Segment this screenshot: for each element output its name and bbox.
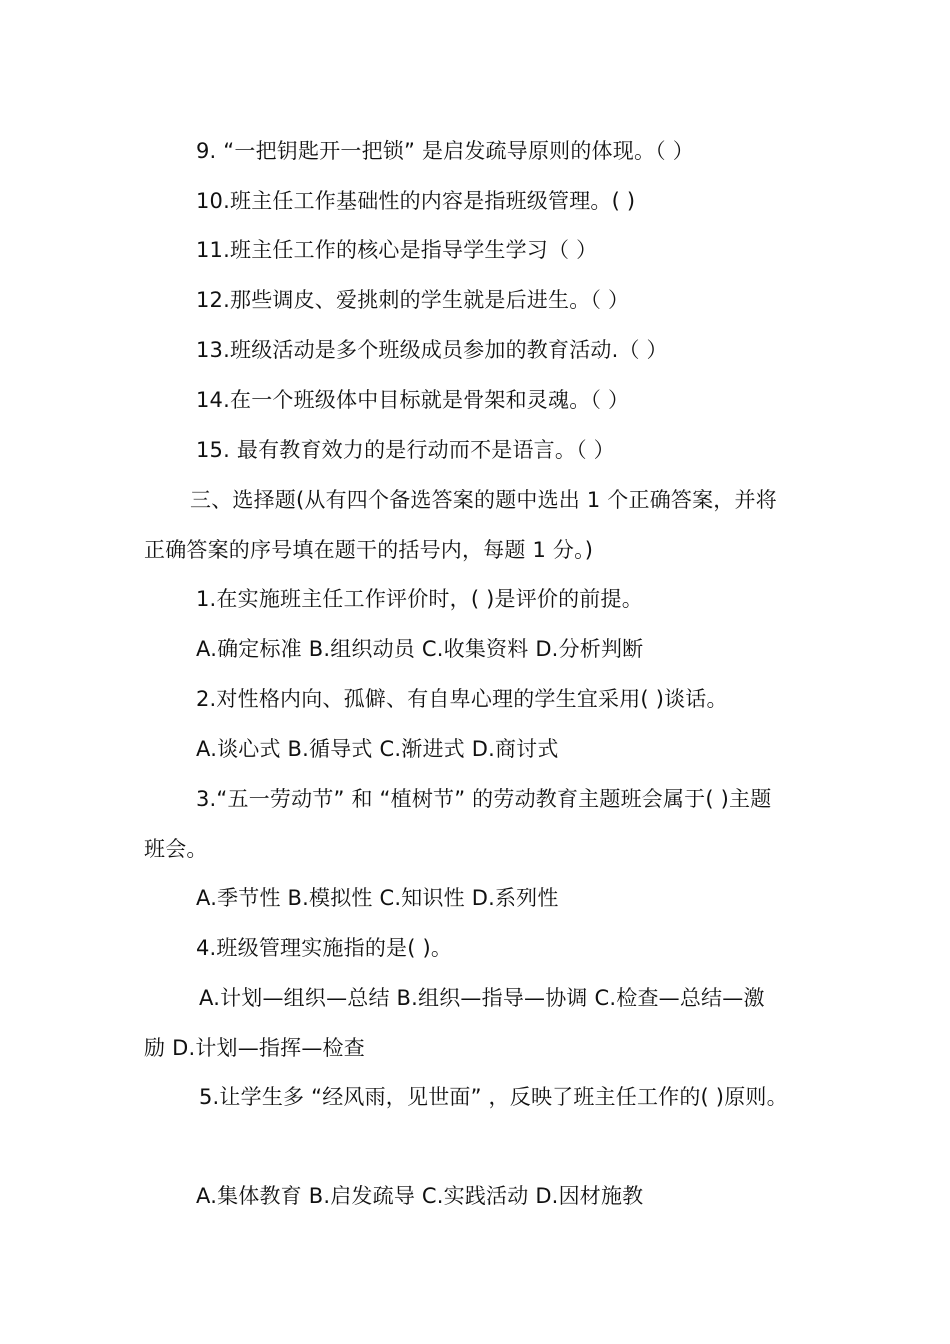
question-2-stem: 2.对性格内向、孤僻、有自卑心理的学生宜采用( )谈话。: [196, 687, 728, 711]
tf-item-12: 12.那些调皮、爱挑刺的学生就是后进生。（ ）: [196, 288, 630, 312]
tf-item-11: 11.班主任工作的核心是指导学生学习（ ）: [196, 238, 598, 262]
question-3-stem-cont: 班会。: [144, 837, 208, 861]
question-1-stem: 1.在实施班主任工作评价时，( )是评价的前提。: [196, 587, 643, 611]
tf-item-10: 10.班主任工作基础性的内容是指班级管理。( ): [196, 189, 636, 213]
question-3-options: A.季节性 B.模拟性 C.知识性 D.系列性: [196, 886, 559, 910]
question-4-options-cont: 励 D.计划—指挥—检查: [144, 1036, 365, 1060]
question-4-options: A.计划—组织—总结 B.组织—指导—协调 C.检查—总结—激: [199, 986, 765, 1010]
question-2-options: A.谈心式 B.循导式 C.渐进式 D.商讨式: [196, 737, 559, 761]
question-1-options: A.确定标准 B.组织动员 C.收集资料 D.分析判断: [196, 637, 644, 661]
question-5-options: A.集体教育 B.启发疏导 C.实践活动 D.因材施教: [196, 1184, 644, 1208]
tf-item-15: 15. 最有教育效力的是行动而不是语言。（ ）: [196, 438, 615, 462]
section3-heading: 三、选择题(从有四个备选答案的题中选出 1 个正确答案，并将: [190, 488, 777, 512]
question-5-stem: 5.让学生多 “经风雨，见世面” ，反映了班主任工作的( )原则。: [199, 1085, 788, 1109]
tf-item-13: 13.班级活动是多个班级成员参加的教育活动.（ ）: [196, 338, 668, 362]
question-4-stem: 4.班级管理实施指的是( )。: [196, 936, 453, 960]
question-3-stem: 3.“五一劳动节” 和 “植树节” 的劳动教育主题班会属于( )主题: [196, 787, 772, 811]
section3-heading-cont: 正确答案的序号填在题干的括号内，每题 1 分。): [144, 538, 594, 562]
tf-item-9: 9. “一把钥匙开一把锁” 是启发疏导原则的体现。（ ）: [196, 139, 694, 163]
tf-item-14: 14.在一个班级体中目标就是骨架和灵魂。（ ）: [196, 388, 630, 412]
